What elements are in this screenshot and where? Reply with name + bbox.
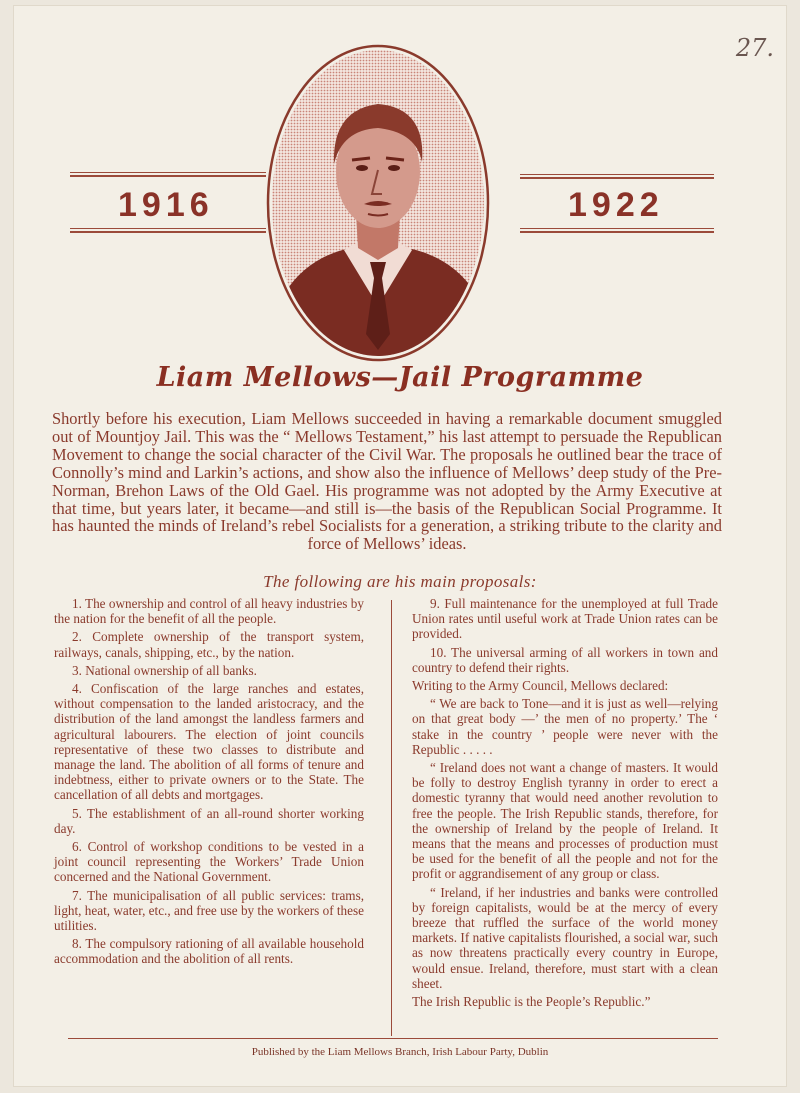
proposal-item: 10. The universal arming of all workers in town and country to defend their rights.	[412, 644, 718, 675]
rule-right-bottom	[520, 228, 714, 229]
left-column	[54, 596, 364, 970]
right-column	[412, 596, 718, 1012]
quote-paragraph: “ Ireland, if her industries and banks were controlled by foreign capitalists, would be at the mercy of every breeze that ruffled the surface of the world money markets. If native capitalists flourished, a social war, such as now threatens practically every country in Europe, would ensue. Ireland, therefore, must start with a clean sheet.	[412, 884, 718, 991]
proposal-item: 3. National ownership of all banks.	[72, 662, 257, 678]
column-divider	[391, 600, 392, 1036]
proposal-item: 6. Control of workshop conditions to be vested in a joint council representing the Workers’ Trade Union concerned and the National Government.	[54, 839, 364, 885]
rule-right-bottom-bold	[520, 231, 714, 233]
quote-intro: Writing to the Army Council, Mellows declared:	[412, 678, 669, 694]
folio-number: 27.	[735, 34, 774, 62]
rule-right-top	[520, 174, 714, 175]
rule-left-top	[70, 172, 266, 173]
proposal-item: 7. The municipalisation of all public services: trams, light, heat, water, etc., and free use by the workers of these utilities.	[54, 887, 364, 934]
proposal-item: 2. Complete ownership of the transport system, railways, canals, shipping, etc., by the nation.	[54, 629, 364, 660]
proposal-item: 9. Full maintenance for the unemployed at full Trade Union rates until useful work at Trade Union rates can be provided.	[412, 596, 718, 642]
proposal-item: 1. The ownership and control of all heavy industries by the nation for the benefit of all the people.	[54, 596, 364, 627]
intro-paragraph: Shortly before his execution, Liam Mellows succeeded in having a remarkable document smuggled out of Mountjoy Jail. This was the “ Mellows Testament,” his last attempt to persuade the Republican Movement to change the social character of the Civil War. The proposals he outlined bear the trace of Connolly’s mind and Larkin’s actions, and show also the influence of Mellows’ deep study of the Pre-Norman, Brehon Laws of the Old Gael. His programme was not adopted by the Army Executive at that time, but years later, it became—and still is—the basis of the Republican Social Programme. It has haunted the minds of Ireland’s rebel Socialists for a generation, a striking tribute to the clarity and force of Mellows’ ideas.	[52, 409, 722, 554]
year-end: 1922	[568, 186, 664, 224]
proposal-item: 8. The compulsory rationing of all available household accommodation and the abolition of all rents.	[54, 936, 364, 967]
quote-paragraph: “ We are back to Tone—and it is just as well—relying on that great body —’ the men of no property.’ The ‘ stake in the country ’ people were never with the Republic . . . . .	[412, 696, 718, 757]
quote-paragraph: “ Ireland does not want a change of masters. It would be folly to destroy English tyranny in order to erect a domestic tyranny that would need another revolution to free the people. The Irish Republic stands, therefore, for the ownership of Ireland by the people of Ireland. It means that the means and processes of production must be used for the benefit of all the people and not for the profit or aggrandisement of any group or class.	[412, 760, 718, 882]
rule-right-top-bold	[520, 177, 714, 179]
rule-left-bottom-bold	[70, 231, 266, 233]
proposal-item: 4. Confiscation of the large ranches and estates, without compensation to the landed aristocracy, and the distribution of the land amongst the landless farmers and agricultural labourers. The election of joint councils representative of these two classes to distribute and manage the land. The abolition of all forms of tenure and indebtness, either to private owners or to the State. The cancellation of all debts and mortgages.	[54, 681, 364, 803]
document-title: Liam Mellows—Jail Programme	[156, 362, 644, 393]
footer-rule	[68, 1038, 718, 1039]
rule-left-bottom	[70, 228, 266, 229]
year-start: 1916	[118, 186, 214, 224]
rule-left-top-bold	[70, 175, 266, 177]
proposals-heading: The following are his main proposals:	[263, 572, 537, 591]
quote-closing: The Irish Republic is the People’s Republic.”	[412, 994, 651, 1010]
proposal-item: 5. The establishment of an all-round shorter working day.	[54, 805, 364, 836]
publisher-footer: Published by the Liam Mellows Branch, Irish Labour Party, Dublin	[251, 1046, 549, 1058]
portrait-image	[266, 44, 490, 362]
